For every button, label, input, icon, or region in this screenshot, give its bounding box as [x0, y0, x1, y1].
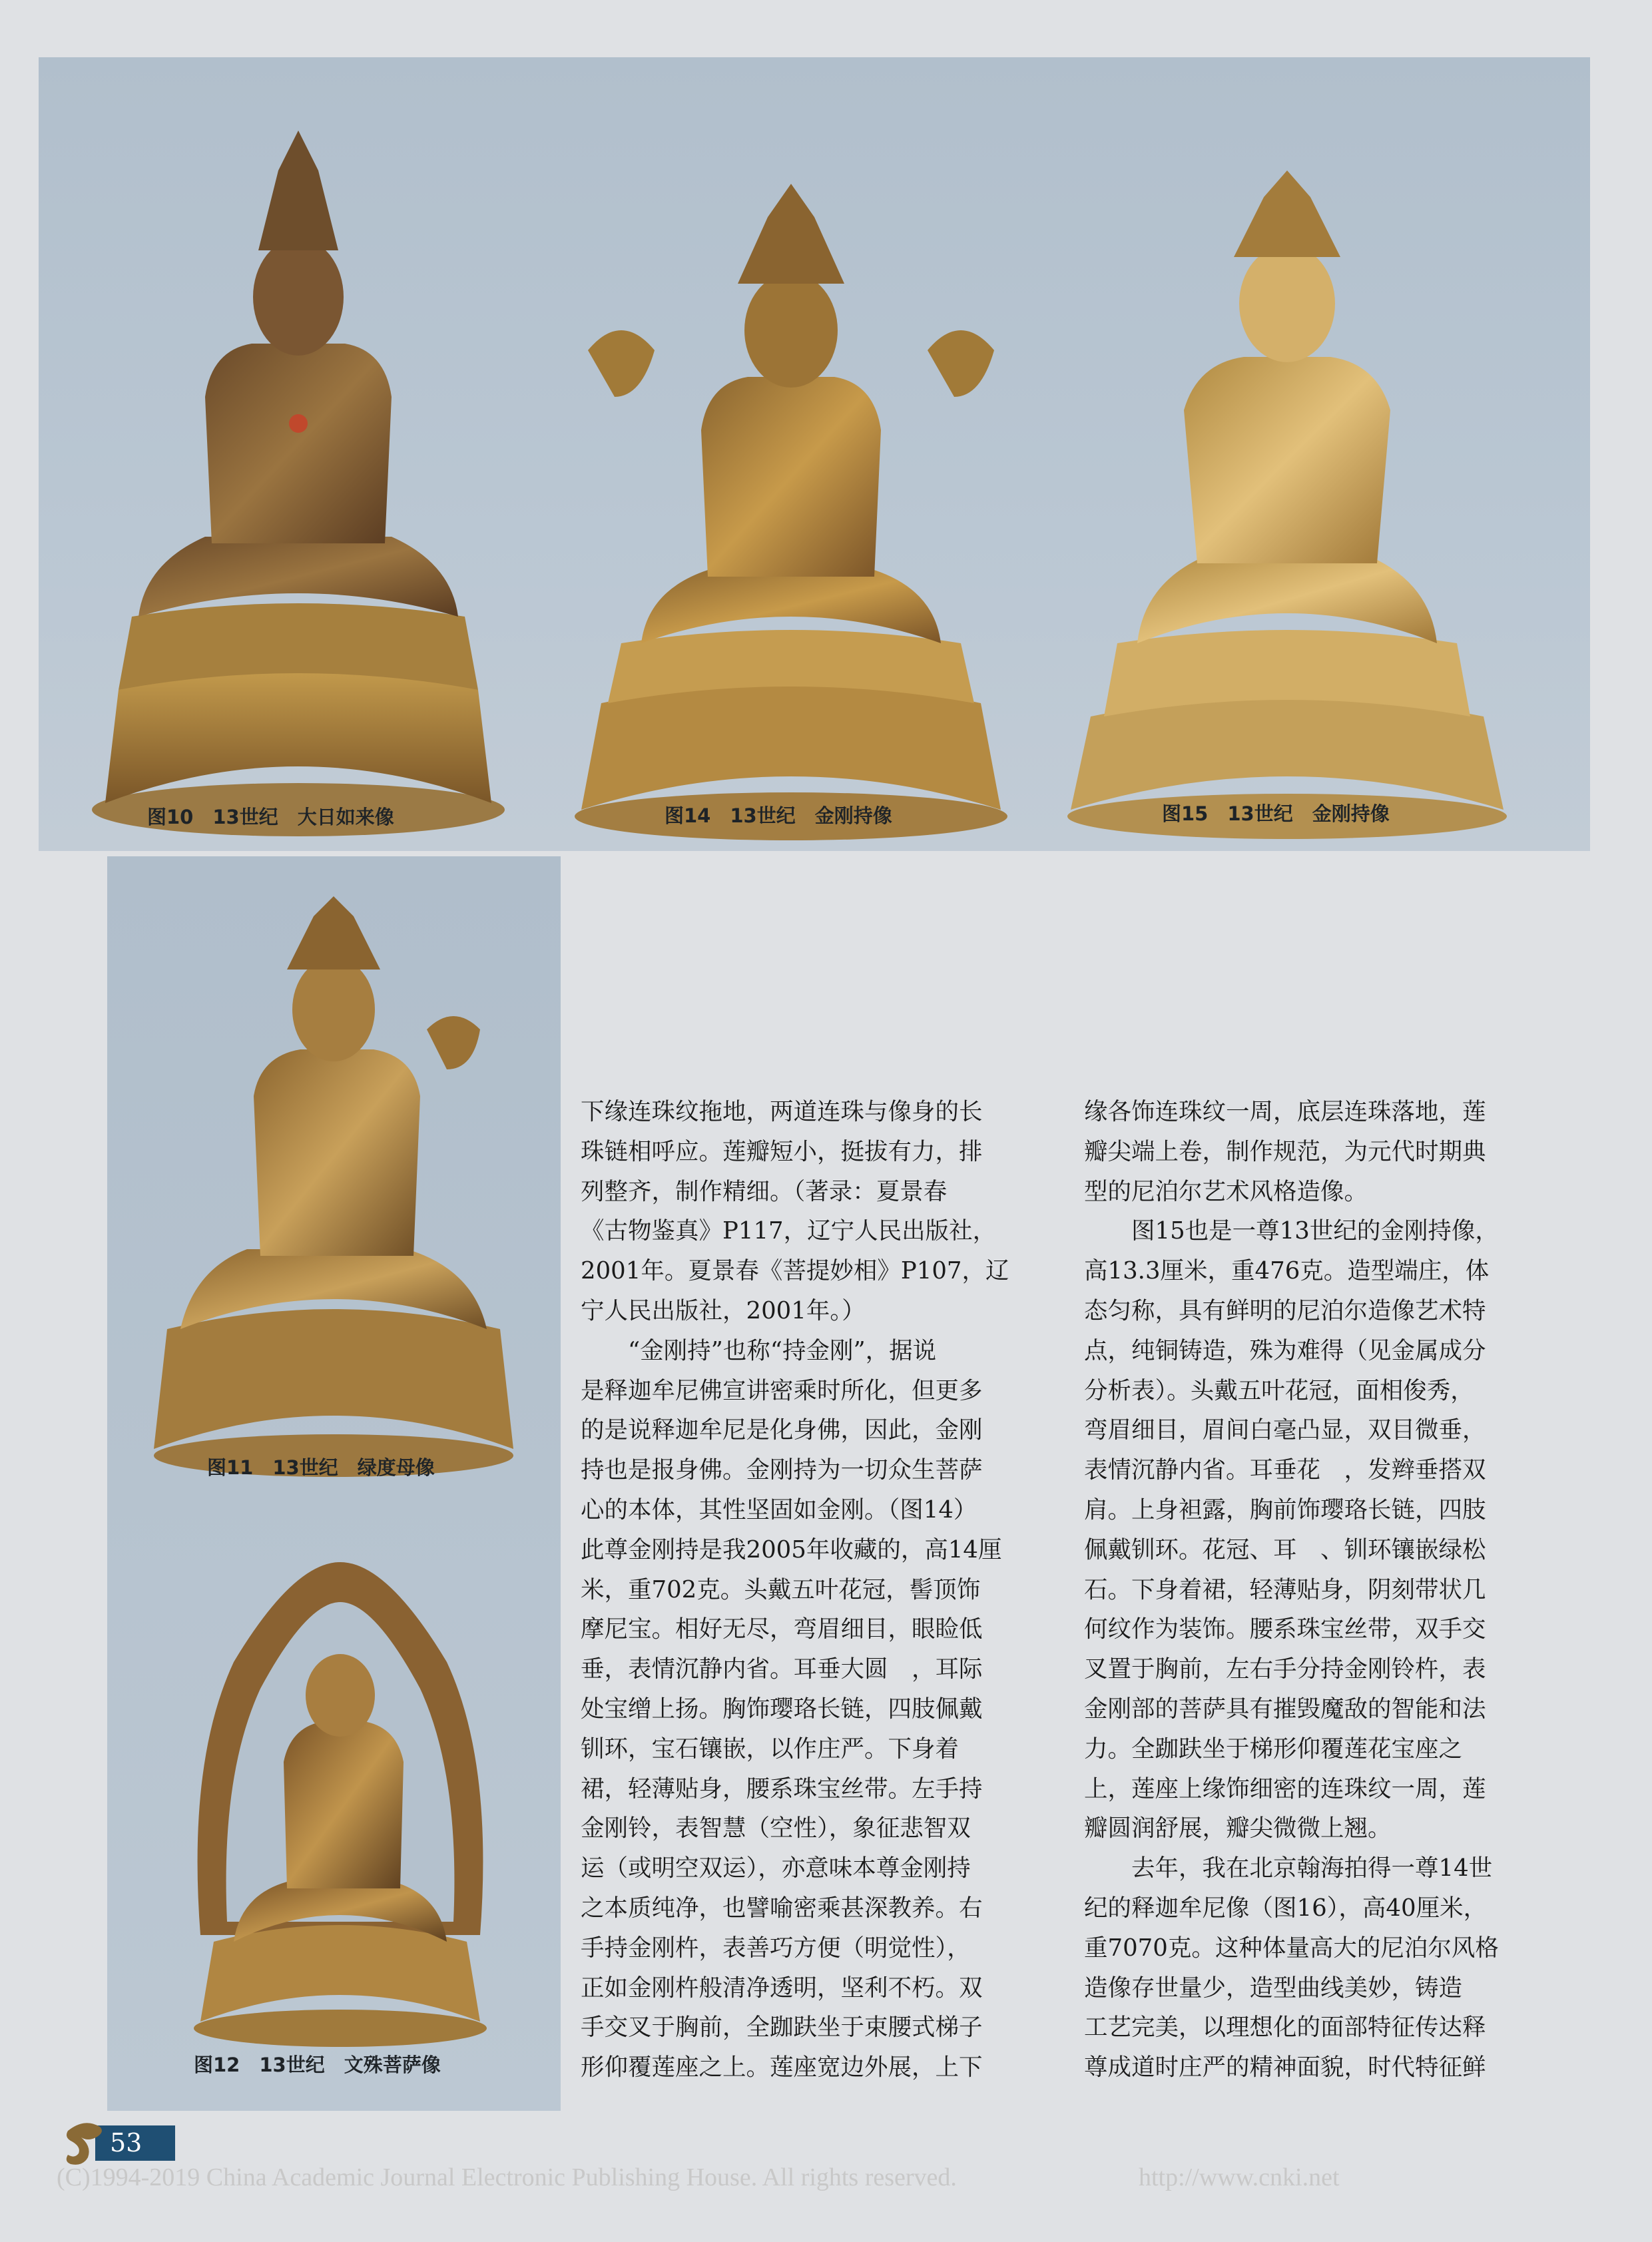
paragraph-line: 米，重702克。头戴五叶花冠，髻顶饰 [581, 1575, 981, 1603]
paragraph-line: 珠链相呼应。莲瓣短小，挺拔有力，排 [581, 1137, 983, 1165]
paragraph-line: 《古物鉴真》P117，辽宁人民出版社， [581, 1217, 997, 1245]
paragraph-line: 工艺完美，以理想化的面部特征传达释 [1084, 2014, 1486, 2042]
paragraph-line: 表情沉静内省。耳垂花 ，发辫垂搭双 [1084, 1456, 1486, 1484]
paragraph-line: 缘各饰连珠纹一周，底层连珠落地，莲 [1084, 1098, 1486, 1125]
paragraph-line: 持也是报身佛。金刚持为一切众生菩萨 [581, 1456, 983, 1484]
text-column-left [581, 1092, 1027, 2088]
paragraph-line: 钏环，宝石镶嵌，以作庄严。下身着 [581, 1735, 960, 1763]
paragraph-line: 何纹作为装饰。腰系珠宝丝带，双手交 [1084, 1615, 1486, 1643]
paragraph-line: 去年，我在北京翰海拍得一尊14世 [1131, 1854, 1493, 1882]
paragraph-line: 金刚部的菩萨具有摧毁魔敌的智能和法 [1084, 1695, 1486, 1723]
paragraph-line: 佩戴钏环。花冠、耳 、钏环镶嵌绿松 [1084, 1536, 1486, 1563]
paragraph-line: 处宝缯上扬。胸饰璎珞长链，四肢佩戴 [581, 1695, 983, 1723]
paragraph-line: 瓣圆润舒展，瓣尖微微上翘。 [1084, 1815, 1392, 1842]
paragraph-line: 肩。上身袒露，胸前饰璎珞长链，四肢 [1084, 1496, 1486, 1524]
figure-caption-fig11: 图11 13世纪 绿度母像 [207, 1456, 435, 1479]
paragraph-line: 手交叉于胸前，全跏趺坐于束腰式梯子 [581, 2014, 983, 2042]
paragraph-line: 手持金刚杵，表善巧方便（明觉性）， [581, 1934, 971, 1962]
paragraph-line: 宁人民出版社，2001年。） [581, 1296, 866, 1324]
paragraph-line: 形仰覆莲座之上。莲座宽边外展，上下 [581, 2054, 983, 2082]
paragraph-line: 此尊金刚持是我2005年收藏的，高14厘 [581, 1536, 1002, 1563]
paragraph-line: 重7070克。这种体量高大的尼泊尔风格 [1084, 1934, 1499, 1962]
paragraph-line: 是释迦牟尼佛宣讲密乘时所化，但更多 [581, 1376, 983, 1404]
paragraph-line: 分析表）。头戴五叶花冠，面相俊秀， [1084, 1376, 1474, 1404]
paragraph-line: 图15也是一尊13世纪的金刚持像， [1131, 1217, 1499, 1245]
paragraph-line: 尊成道时庄严的精神面貌，时代特征鲜 [1084, 2054, 1486, 2082]
paragraph-line: 金刚铃，表智慧（空性），象征悲智双 [581, 1815, 971, 1842]
paragraph-line: 之本质纯净，也譬喻密乘甚深教养。右 [581, 1894, 983, 1922]
paragraph-line: 造像存世量少，造型曲线美妙，铸造 [1084, 1974, 1463, 2002]
paragraph-line: 垂，表情沉静内省。耳垂大圆 ，耳际 [581, 1655, 983, 1683]
paragraph-line: 叉置于胸前，左右手分持金刚铃杵，表 [1084, 1655, 1486, 1683]
statue-vairocana-image [79, 131, 518, 843]
text-column-right [1084, 1092, 1530, 2088]
paragraph-line: 心的本体，其性坚固如金刚。（图14） [581, 1496, 977, 1524]
paragraph-line: 型的尼泊尔艺术风格造像。 [1084, 1177, 1368, 1205]
statue-vajradhara-fig14-image [568, 177, 1014, 843]
paragraph-line: 列整齐，制作精细。（著录：夏景春 [581, 1177, 948, 1205]
figure-caption-fig10: 图10 13世纪 大日如来像 [147, 806, 394, 828]
paragraph-line: 2001年。夏景春《菩提妙相》P107，辽 [581, 1257, 1009, 1285]
paragraph-line: 点，纯铜铸造，殊为难得（见金属成分 [1084, 1336, 1486, 1364]
statue-vajradhara-fig15-image [1064, 170, 1510, 843]
page-number: 53 [110, 2128, 142, 2157]
photo-panel-top [39, 57, 1590, 851]
photo-panel-left [107, 856, 561, 2111]
paragraph-line: 下缘连珠纹拖地，两道连珠与像身的长 [581, 1098, 983, 1125]
statue-manjushri-image [174, 1562, 507, 2048]
paragraph-line: 摩尼宝。相好无尽，弯眉细目，眼睑低 [581, 1615, 983, 1643]
paragraph-line: 的是说释迦牟尼是化身佛，因此，金刚 [581, 1416, 983, 1444]
paragraph-line: 裙，轻薄贴身，腰系珠宝丝带。左手持 [581, 1775, 983, 1803]
paragraph-line: 运（或明空双运），亦意味本尊金刚持 [581, 1854, 971, 1882]
paragraph-line: 态匀称，具有鲜明的尼泊尔造像艺术特 [1084, 1296, 1486, 1324]
footer-url-link[interactable]: http://www.cnki.net [1139, 2163, 1340, 2191]
paragraph-line: 力。全跏趺坐于梯形仰覆莲花宝座之 [1084, 1735, 1463, 1763]
paragraph-line: 石。下身着裙，轻薄贴身，阴刻带状几 [1084, 1575, 1486, 1603]
figure-caption-fig14: 图14 13世纪 金刚持像 [665, 804, 892, 827]
paragraph-line: 弯眉细目，眉间白毫凸显，双目微垂， [1084, 1416, 1486, 1444]
figure-caption-fig15: 图15 13世纪 金刚持像 [1162, 802, 1390, 825]
paragraph-line: 高13.3厘米，重476克。造型端庄，体 [1084, 1257, 1490, 1285]
paragraph-line: “金刚持”也称“持金刚”，据说 [628, 1336, 937, 1364]
paragraph-line: 瓣尖端上卷，制作规范，为元代时期典 [1084, 1137, 1486, 1165]
figure-caption-fig12: 图12 13世纪 文殊菩萨像 [194, 2054, 441, 2076]
footer-copyright: (C)1994-2019 China Academic Journal Electronic Publishing House. All rights reserved. [57, 2163, 957, 2191]
statue-green-tara-image [140, 896, 527, 1482]
paragraph-line: 正如金刚杵般清净透明，坚利不朽。双 [581, 1974, 983, 2002]
magazine-logo-icon [61, 2117, 108, 2168]
paragraph-line: 纪的释迦牟尼像（图16），高40厘米， [1084, 1894, 1488, 1922]
paragraph-line: 上，莲座上缘饰细密的连珠纹一周，莲 [1084, 1775, 1486, 1803]
